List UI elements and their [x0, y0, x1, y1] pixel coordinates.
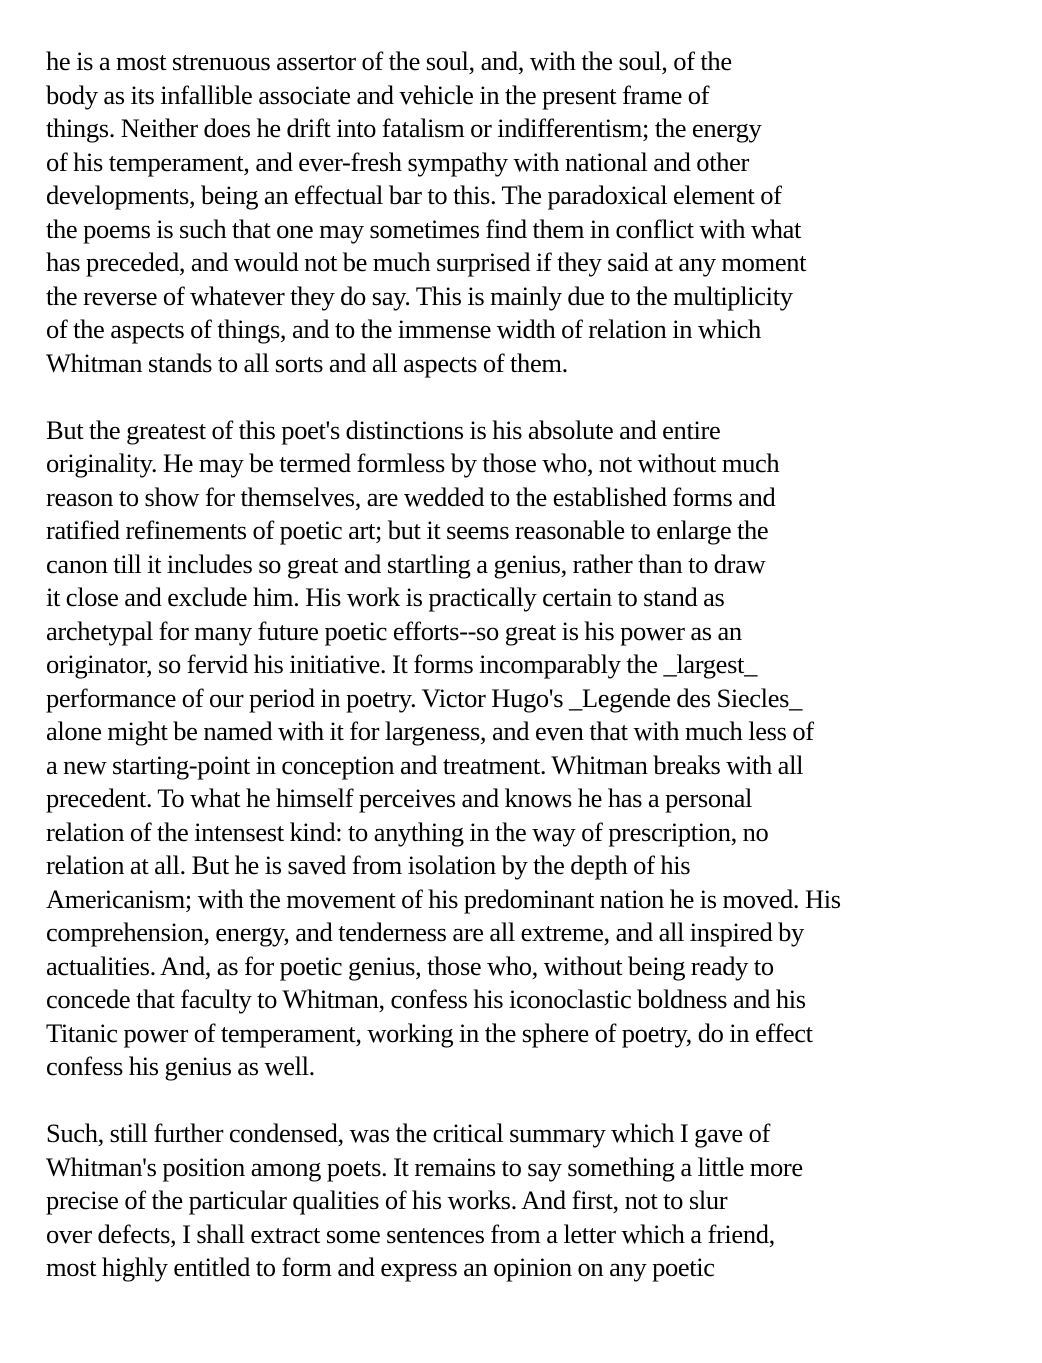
text-line: alone might be named with it for largeness, and even that with much less of — [46, 716, 814, 746]
text-line: a new starting-point in conception and treatment. Whitman breaks with all — [46, 749, 804, 780]
text-line: Titanic power of temperament, working in the sphere of poetry, do in effect — [46, 1017, 813, 1048]
text-line: Whitman's position among poets. It remains to say something a little more — [46, 1151, 803, 1182]
text-line: archetypal for many future poetic efforts--so great is his power as an — [46, 615, 742, 646]
paragraph-2 — [46, 414, 1026, 1084]
paragraph-1 — [46, 45, 1026, 380]
text-line: But the greatest of this poet's distinctions is his absolute and entire — [46, 414, 721, 445]
text-line: of the aspects of things, and to the immense width of relation in which — [46, 314, 761, 344]
text-line: ratified refinements of poetic art; but it seems reasonable to enlarge the — [46, 515, 769, 545]
text-line: Americanism; with the movement of his predominant nation he is moved. His — [46, 883, 841, 914]
text-line: he is a most strenuous assertor of the soul, and, with the soul, of the — [46, 46, 732, 76]
text-line: of his temperament, and ever-fresh sympathy with national and other — [46, 146, 749, 177]
text-line: precedent. To what he himself perceives and knows he has a personal — [46, 783, 753, 813]
text-line: it close and exclude him. His work is practically certain to stand as — [46, 582, 725, 612]
body-text — [46, 45, 1026, 1318]
text-line: canon till it includes so great and startling a genius, rather than to draw — [46, 548, 766, 579]
text-line: relation at all. But he is saved from isolation by the depth of his — [46, 850, 691, 880]
text-line: developments, being an effectual bar to this. The paradoxical element of — [46, 180, 782, 210]
text-line: performance of our period in poetry. Victor Hugo's _Legende des Siecles_ — [46, 682, 802, 713]
text-line: concede that faculty to Whitman, confess his iconoclastic boldness and his — [46, 984, 806, 1014]
text-line: Whitman stands to all sorts and all aspects of them. — [46, 347, 568, 378]
text-line: relation of the intensest kind: to anything in the way of prescription, no — [46, 816, 769, 847]
text-line: actualities. And, as for poetic genius, those who, without being ready to — [46, 950, 774, 981]
text-line: things. Neither does he drift into fatalism or indifferentism; the energy — [46, 113, 762, 143]
text-line: the poems is such that one may sometimes find them in conflict with what — [46, 213, 802, 244]
text-line: has preceded, and would not be much surprised if they said at any moment — [46, 247, 807, 277]
text-line: precise of the particular qualities of his works. And first, not to slur — [46, 1185, 728, 1215]
text-line: reason to show for themselves, are wedded to the established forms and — [46, 481, 776, 512]
text-line: originality. He may be termed formless by those who, not without much — [46, 448, 780, 478]
text-line: the reverse of whatever they do say. This is mainly due to the multiplicity — [46, 280, 793, 311]
text-line: originator, so fervid his initiative. It forms incomparably the _largest_ — [46, 649, 757, 679]
text-line: body as its infallible associate and vehicle in the present frame of — [46, 79, 710, 110]
text-line: comprehension, energy, and tenderness are all extreme, and all inspired by — [46, 917, 804, 947]
text-line: confess his genius as well. — [46, 1051, 315, 1081]
paragraph-3 — [46, 1117, 1026, 1285]
text-line: Such, still further condensed, was the critical summary which I gave of — [46, 1118, 770, 1148]
text-line: over defects, I shall extract some sentences from a letter which a friend, — [46, 1218, 775, 1249]
text-line: most highly entitled to form and express an opinion on any poetic — [46, 1252, 715, 1282]
